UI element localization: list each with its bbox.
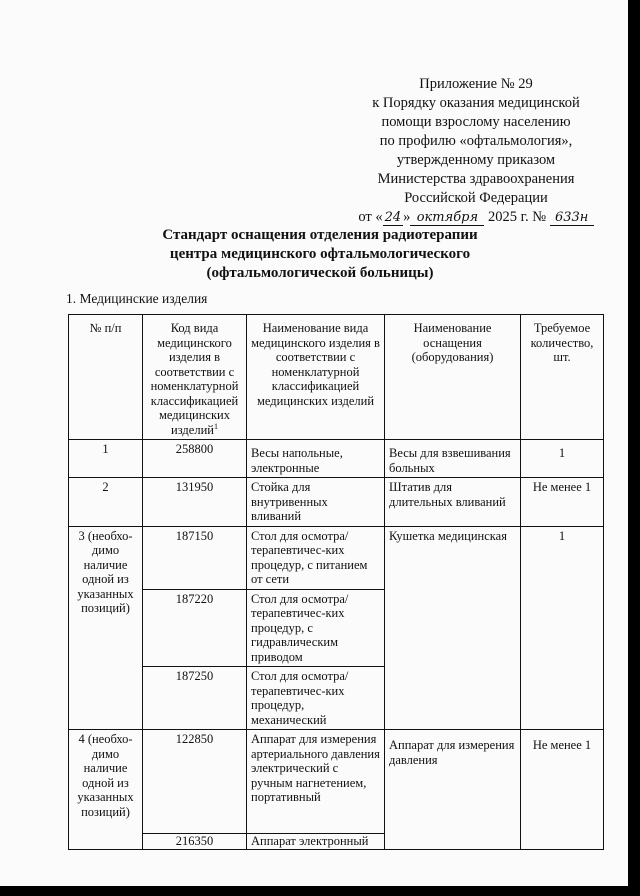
header-equipment: Наименование оснащения (оборудования) xyxy=(385,315,521,440)
document-title xyxy=(110,226,530,283)
handwritten-order-number: 633н xyxy=(550,210,594,226)
row-code: 187150 xyxy=(143,526,247,589)
annex-block xyxy=(340,75,612,227)
row-qty: 1 xyxy=(521,440,604,478)
row-num: 4 (необхо-димо наличие одной из указанных позиций) xyxy=(69,730,143,850)
annex-line: Министерства здравоохранения xyxy=(377,171,575,187)
row-code: 187220 xyxy=(143,589,247,667)
annex-line: утвержденному приказом xyxy=(396,152,556,168)
row-name: Стойка для внутривенных вливаний xyxy=(247,478,385,527)
row-name: Аппарат для измерения артериального давления электрический с ручным нагнетением, портативный xyxy=(247,730,385,834)
table-row xyxy=(69,526,604,589)
row-num: 2 xyxy=(69,478,143,527)
footnote-marker: 1 xyxy=(213,421,218,431)
row-code: 131950 xyxy=(143,478,247,527)
row-equipment: Кушетка медицинская xyxy=(385,526,521,730)
annex-line: по профилю «офтальмология», xyxy=(379,133,573,149)
annex-line: к Порядку оказания медицинской xyxy=(372,95,580,111)
row-code: 187250 xyxy=(143,667,247,730)
row-code: 258800 xyxy=(143,440,247,478)
date-prefix: от « xyxy=(358,209,383,225)
section-heading: 1. Медицинские изделия xyxy=(66,291,208,306)
title-line: Стандарт оснащения отделения радиотерапии xyxy=(162,227,478,243)
annex-number: Приложение № 29 xyxy=(419,76,533,92)
row-code: 122850 xyxy=(143,730,247,834)
row-qty: 1 xyxy=(521,526,604,730)
annex-date-line xyxy=(340,208,612,227)
table-row xyxy=(69,440,604,478)
row-equipment: Аппарат для измерения давления xyxy=(385,730,521,850)
table-header-row xyxy=(69,315,604,440)
row-qty: Не менее 1 xyxy=(521,478,604,527)
row-equipment: Штатив для длительных вливаний xyxy=(385,478,521,527)
date-year: 2025 г. № xyxy=(488,209,547,225)
row-num: 3 (необхо-димо наличие одной из указанных позиций) xyxy=(69,526,143,730)
row-equipment: Весы для взвешивания больных xyxy=(385,440,521,478)
row-name: Стол для осмотра/терапевтичес-ких процедур, с питанием от сети xyxy=(247,526,385,589)
row-name: Аппарат электронный xyxy=(247,834,385,850)
date-mid: » xyxy=(403,209,411,225)
row-name: Стол для осмотра/терапевтичес-ких процедур, с гидравлическим приводом xyxy=(247,589,385,667)
row-qty: Не менее 1 xyxy=(521,730,604,850)
row-code: 216350 xyxy=(143,834,247,850)
annex-line: Российской Федерации xyxy=(404,190,548,206)
header-name: Наименование вида медицинского изделия в соответствии с номенклатурной классификацией медицинских изделий xyxy=(247,315,385,440)
table-row xyxy=(69,478,604,527)
header-num: № п/п xyxy=(69,315,143,440)
header-code xyxy=(143,315,247,440)
annex-line: помощи взрослому населению xyxy=(381,114,571,130)
row-name: Стол для осмотра/терапевтичес-ких процедур, механический xyxy=(247,667,385,730)
equipment-table xyxy=(68,314,604,850)
row-num: 1 xyxy=(69,440,143,478)
handwritten-month: октября xyxy=(410,210,484,226)
table-row xyxy=(69,730,604,834)
header-code-text: Код вида медицинского изделия в соответствии с номенклатурной классификацией медицинских изделий xyxy=(150,321,239,437)
title-line: центра медицинского офтальмологического xyxy=(169,246,471,262)
title-line: (офтальмологической больницы) xyxy=(206,265,434,281)
row-name: Весы напольные, электронные xyxy=(247,440,385,478)
header-qty: Требуемое количество, шт. xyxy=(521,315,604,440)
handwritten-day: 24 xyxy=(384,210,402,225)
